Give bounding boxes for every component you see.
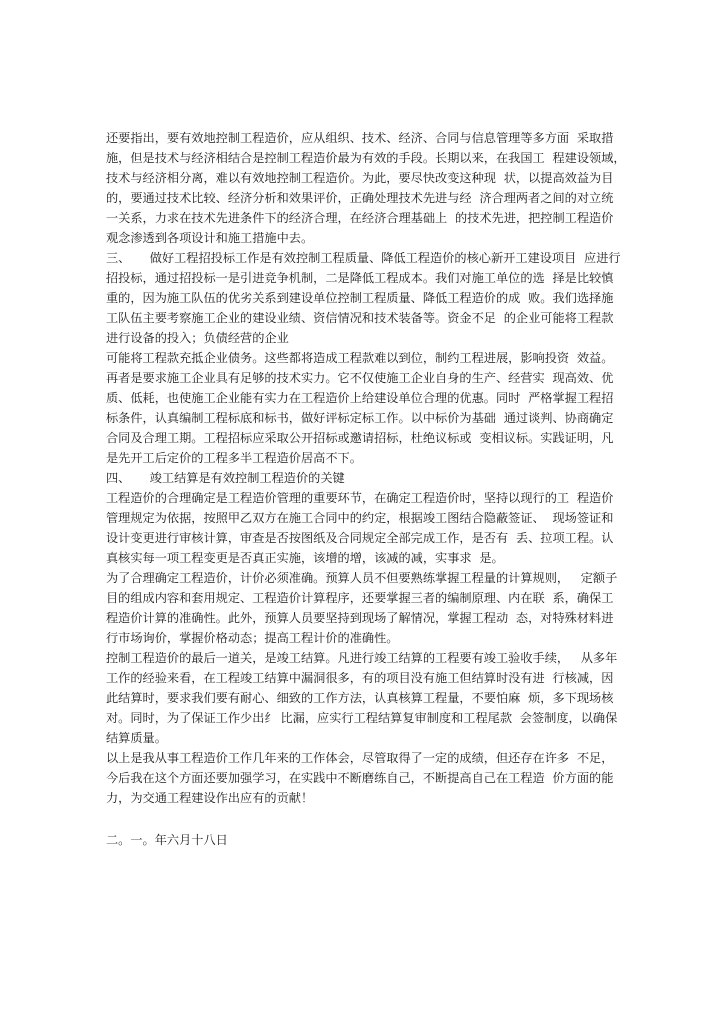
text-line: 行市场询价，掌握价格动态；提高工程计价的准确性。 — [106, 631, 399, 645]
text-line: 还要指出，要有效地控制工程造价，应从组织、技术、经济、合同与信息管理等多方面 采取措 — [106, 131, 614, 145]
text-line: 进行设备的投入；负债经营的企业 — [106, 331, 289, 345]
text-line: 质、低耗，也使施工企业能有实力在工程造价上给建设单位合理的优惠。同时 严格掌握工程招 — [106, 391, 614, 405]
text-line: 一关系，力求在技术先进条件下的经济合理，在经济合理基础上 的技术先进，把控制工程造价 — [106, 211, 614, 225]
text-line: 此结算时，要求我们要有耐心、细致的工作方法，认真核算工程量，不要怕麻 烦，多下现场核 — [106, 691, 614, 705]
text-line: 的，要通过技术比较、经济分析和效果评价，正确处理技术先进与经 济合理两者之间的对立统 — [106, 191, 614, 205]
text-line: 重的，因为施工队伍的优劣关系到建设单位控制工程质量、降低工程造价的成 败。我们选择施 — [106, 291, 614, 305]
text-line: 控制工程造价的最后一道关，是竣工结算。凡进行竣工结算的工程要有竣工验收手续， 从多年 — [106, 651, 618, 665]
text-line: 为了合理确定工程造价，计价必须准确。预算人员不但要熟练掌握工程量的计算规则， 定额子 — [106, 571, 618, 585]
text-line: 目的组成内容和套用规定、工程造价计算程序，还要掌握三者的编制原理、内在联 系，确保工 — [106, 591, 614, 605]
document-date: 二。一。年六月十八日 — [106, 833, 228, 847]
text-line: 观念渗透到各项设计和施工措施中去。 — [106, 231, 314, 245]
text-line: 再者是要求施工企业具有足够的技术实力。它不仅使施工企业自身的生产、经营实 现高效、优 — [106, 371, 614, 385]
text-line: 施，但是技术与经济相结合是控制工程造价最为有效的手段。长期以来，在我国工 程建设领域， — [106, 151, 626, 165]
text-line: 今后我在这个方面还要加强学习，在实践中不断磨练自己，不断提高自己在工程造 价方面的能 — [106, 771, 614, 785]
text-line: 是先开工后定价的工程多半工程造价居高不下。 — [106, 451, 362, 465]
text-line: 管理规定为依据，按照甲乙双方在施工合同中的约定，根据竣工图结合隐蔽签证、 现场签证和 — [106, 511, 614, 525]
text-line: 程造价计算的准确性。此外，预算人员要坚持到现场了解情况，掌握工程动 态，对特殊材料进 — [106, 611, 614, 625]
text-line: 对。同时，为了保证工作少出纟 比漏，应实行工程结算复审制度和工程尾款 会签制度，以确保 — [106, 711, 618, 725]
text-line: 标条件，认真编制工程标底和标书，做好评标定标工作。以中标价为基础 通过谈判、协商确定 — [106, 411, 614, 425]
text-line: 合同及合理工期。工程招标应采取公开招标或邀请招标，杜绝议标或 变相议标。实践证明，凡 — [106, 431, 614, 445]
text-line: 三、 做好工程招投标工作是有效控制工程质量、降低工程造价的核心新开工建设项目 应进行 — [106, 251, 621, 265]
spacer — [106, 808, 626, 830]
text-line: 真核实每一项工程变更是否真正实施，该增的增，该减的减，实事求 是。 — [106, 551, 504, 565]
text-line: 技术与经济相分离，难以有效地控制工程造价。为此，要尽快改变这种现 状，以提高效益为目 — [106, 171, 614, 185]
text-line: 力，为交通工程建设作出应有的贡献！ — [106, 791, 314, 805]
text-line: 工程造价的合理确定是工程造价管理的重要环节，在确定工程造价时，坚持以现行的工 程造价 — [106, 491, 614, 505]
text-line: 工作的经验来看，在工程竣工结算中漏洞很多，有的项目没有施工但结算时没有进 行核减，因 — [106, 671, 614, 685]
text-line: 以上是我从事工程造价工作几年来的工作体会，尽管取得了一定的成绩，但还存在许多 不足， — [106, 751, 614, 765]
text-line: 工队伍主要考察施工企业的建设业绩、资信情况和技术装备等。资金不足 的企业可能将工程款 — [106, 311, 614, 325]
text-line: 招投标，通过招投标一是引进竞争机制，二是降低工程成本。我们对施工单位的选 择是比较慎 — [106, 271, 614, 285]
text-line: 可能将工程款充抵企业债务。这些都将造成工程款难以到位，制约工程进展，影响投资 效益。 — [106, 351, 614, 365]
text-line: 设计变更进行审核计算，审查是否按图纸及合同规定全部完成工作，是否有 丢、拉项工程。认 — [106, 531, 614, 545]
text-line: 结算质量。 — [106, 731, 167, 745]
document-body — [106, 128, 626, 850]
paragraph-lines — [106, 128, 626, 808]
text-line: 四、 竣工结算是有效控制工程造价的关键 — [106, 471, 345, 485]
